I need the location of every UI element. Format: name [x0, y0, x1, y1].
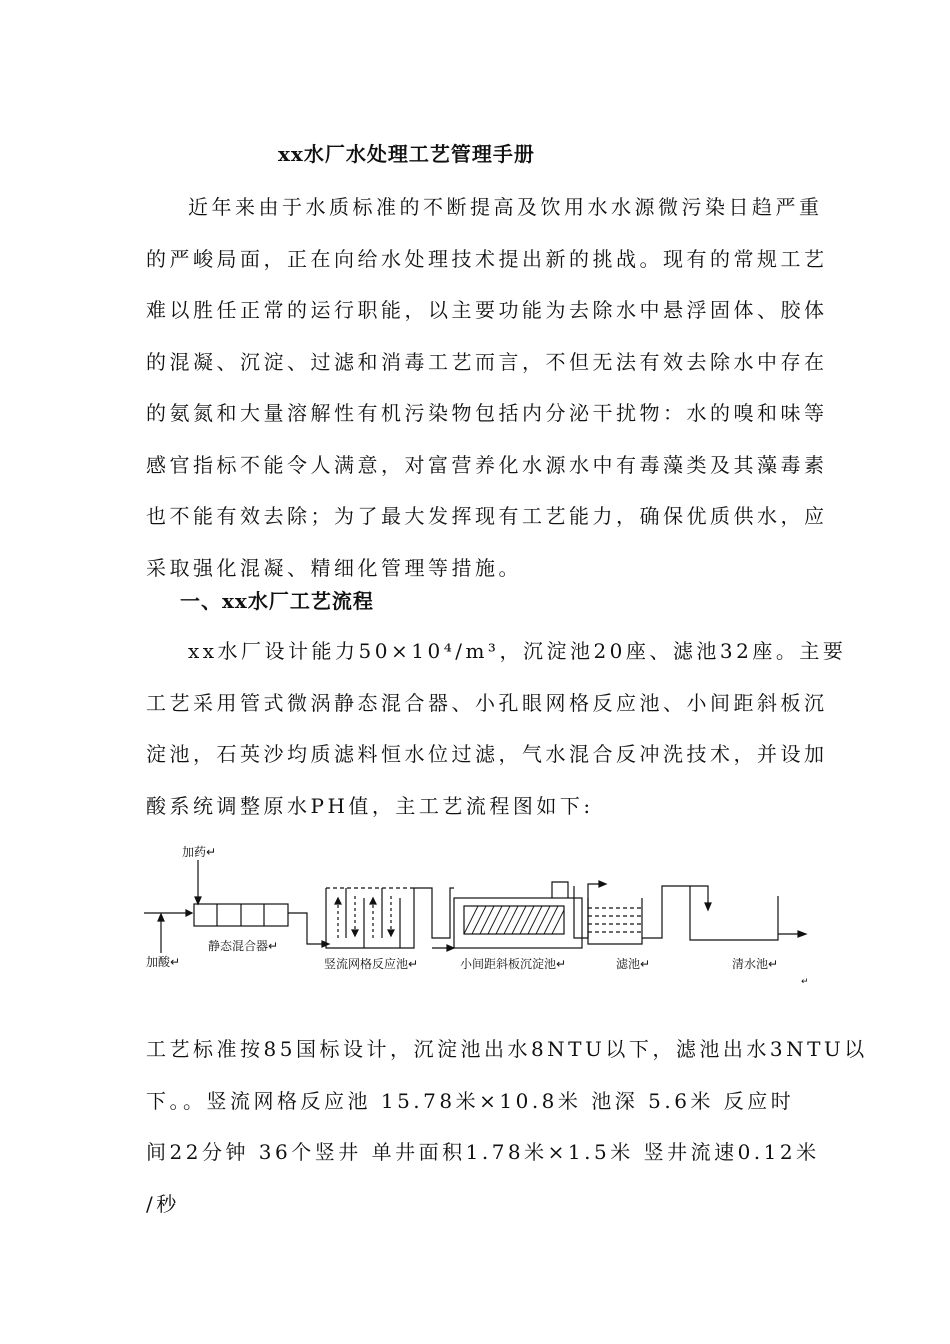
arrow-icon — [158, 914, 164, 921]
label-clear-water: 清水池↵ — [732, 957, 779, 971]
intro-line: 近年来由于水质标准的不断提高及饮用水水源微污染日趋严重 — [188, 195, 823, 219]
intro-line: 感官指标不能令人满意，对富营养化水源水中有毒藻类及其藻毒素 — [146, 452, 828, 477]
intro-line: 的氨氮和大量溶解性有机污染物包括内分泌干扰物：水的嗅和味等 — [146, 401, 828, 425]
arrow-icon — [186, 910, 192, 916]
label-settling-tank: 小间距斜板沉淀池↵ — [460, 957, 567, 971]
reaction-tank — [326, 888, 414, 948]
arrow-icon — [705, 903, 711, 910]
clear-water-tank — [690, 886, 778, 940]
pipe — [642, 886, 708, 938]
process-paragraph — [146, 626, 847, 832]
process-line: xx水厂设计能力50×10⁴/m³，沉淀池20座、滤池32座。主要 — [188, 639, 847, 663]
standards-paragraph — [146, 1024, 868, 1230]
label-acid: 加酸↵ — [146, 955, 181, 969]
process-line: 酸系统调整原水PH值，主工艺流程图如下: — [146, 793, 594, 818]
arrow-icon — [195, 897, 201, 904]
intro-line: 难以胜任正常的运行职能，以主要功能为去除水中悬浮固体、胶体 — [146, 298, 828, 322]
arrow-icon — [798, 931, 806, 937]
standards-line: 工艺标准按85国标设计，沉淀池出水8NTU以下，滤池出水3NTU以 — [146, 1037, 868, 1061]
standards-line: 下。。竖流网格反应池 15.78米×10.8米 池深 5.6米 反应时 — [146, 1088, 795, 1113]
arrow-icon — [599, 881, 606, 887]
intro-paragraph — [146, 182, 828, 594]
corner-mark: ↵ — [801, 977, 809, 987]
document-title: xx水厂水处理工艺管理手册 — [278, 142, 535, 166]
intro-line: 采取强化混凝、精细化管理等措施。 — [146, 555, 522, 580]
pipe — [288, 913, 327, 944]
label-mixer: 静态混合器↵ — [208, 939, 279, 953]
process-flow-diagram — [142, 838, 812, 988]
arrow-icon — [447, 945, 454, 951]
standards-line: /秒 — [146, 1191, 180, 1216]
pipe — [574, 884, 604, 938]
intro-line: 也不能有效去除；为了最大发挥现有工艺能力，确保优质供水，应 — [146, 504, 828, 528]
label-reaction-tank: 竖流网格反应池↵ — [324, 957, 419, 971]
filter-tank — [588, 898, 642, 944]
label-dosing: 加药↵ — [182, 845, 217, 859]
process-line: 工艺采用管式微涡静态混合器、小孔眼网格反应池、小间距斜板沉 — [146, 690, 828, 715]
standards-line: 间22分钟 36个竖井 单井面积1.78米×1.5米 竖井流速0.12米 — [146, 1140, 820, 1164]
intro-line: 的严峻局面，正在向给水处理技术提出新的挑战。现有的常规工艺 — [146, 246, 828, 271]
section-heading: 一、xx水厂工艺流程 — [180, 589, 374, 613]
intro-line: 的混凝、沉淀、过滤和消毒工艺而言，不但无法有效去除水中存在 — [146, 349, 828, 374]
label-filter: 滤池↵ — [616, 957, 651, 971]
process-line: 淀池，石英沙均质滤料恒水位过滤，气水混合反冲洗技术，并设加 — [146, 742, 828, 766]
